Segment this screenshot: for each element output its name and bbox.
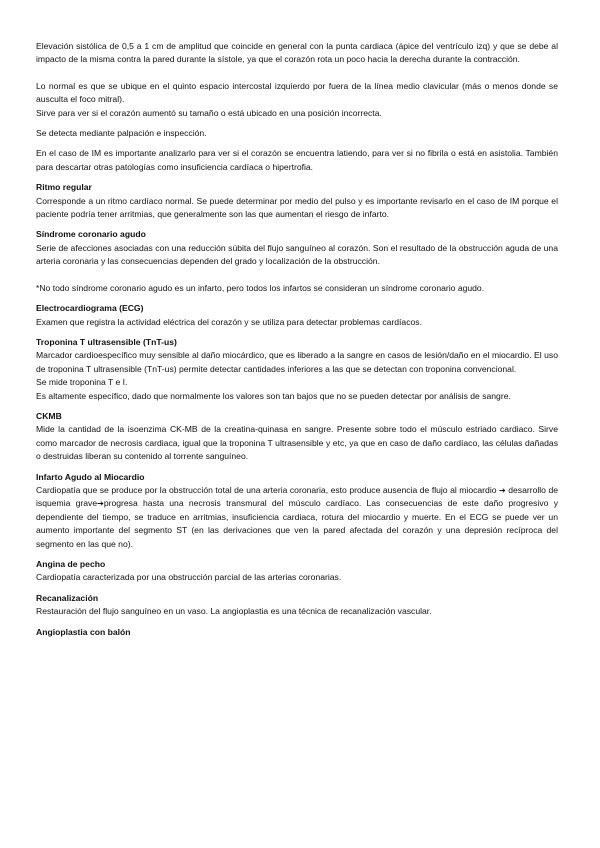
intro-paragraph-utilidad: Sirve para ver si el corazón aumentó su tamaño o está ubicado en una posición incorrecta. xyxy=(36,107,382,118)
intro-paragraph-deteccion: Se detecta mediante palpación e inspección. xyxy=(36,128,207,139)
right-arrow-icon: ➔ xyxy=(499,485,506,495)
note-sindrome-coronario: *No todo síndrome coronario agudo es un infarto, pero todos los infartos se consideran un síndrome coronario agudo. xyxy=(36,282,485,293)
infarto-text-part-c: progresa hasta una necrosis transmural del músculo cardíaco. Las consecuencias de este daño progresivo y dependiente del tiempo, se traduce en arritmias, insuficiencia cardiaca, rotura del miocardio y muerte. En el ECG se puede ver un aumento importante del segmento ST (en las derivaciones que ven la pared afectada del corazón y una depresión recíproca del segmento en las que no). xyxy=(36,498,558,549)
document-page xyxy=(36,40,558,639)
heading-angina-pecho: Angina de pecho xyxy=(36,559,106,569)
body-electrocardiograma: Examen que registra la actividad eléctrica del corazón y se utiliza para detectar problemas cardíacos. xyxy=(36,316,422,327)
heading-angioplastia-balon: Angioplastia con balón xyxy=(36,626,131,637)
body-recanalizacion: Restauración del flujo sanguíneo en un vaso. La angioplastia es una técnica de recanalización vascular. xyxy=(36,606,432,617)
heading-electrocardiograma: Electrocardiograma (ECG) xyxy=(36,303,144,314)
body-troponina: Marcador cardioespecífico muy sensible al daño miocárdico, que es liberado a la sangre en casos de lesión/daño en el miocardio. El uso de troponina T ultrasensible (TnT-us) permite detectar cantidades inferiores a las que se detectan con troponina convencional. xyxy=(36,350,558,374)
heading-troponina: Troponina T ultrasensible (TnT-us) xyxy=(36,336,177,347)
infarto-text-part-b: desarrollo de isquemia grave xyxy=(36,484,559,509)
intro-paragraph-elevacion: Elevación sistólica de 0,5 a 1 cm de amplitud que coincide en general con la punta cardiaca (ápice del ventrículo izq) y que se debe al impacto de la misma contra la pared durante la sístole, ya que el corazón rota un poco hacia la derecha durante la contracción. xyxy=(36,41,558,65)
body-troponina-especificidad: Es altamente específico, dado que normalmente los valores son tan bajos que no se pueden detectar por análisis de sangre. xyxy=(36,390,511,401)
heading-infarto-agudo: Infarto Agudo al Miocardio xyxy=(36,471,145,482)
heading-ritmo-regular: Ritmo regular xyxy=(36,182,92,193)
body-sindrome-coronario: Serie de afecciones asociadas con una reducción súbita del flujo sanguíneo al corazón. Son el resultado de la obstrucción aguda de una arteria coronaria y las consecuencias dependen del grado y localización de la obstrucción. xyxy=(36,242,558,267)
right-arrow-icon: ➔ xyxy=(97,499,104,509)
intro-paragraph-ubicacion: Lo normal es que se ubique en el quinto espacio intercostal izquierdo por fuera de la línea medio clavicular (más o menos donde se ausculta el foco mitral). xyxy=(36,80,558,105)
body-infarto-agudo xyxy=(36,484,558,551)
heading-sindrome-coronario: Síndrome coronario agudo xyxy=(36,229,146,240)
heading-recanalizacion: Recanalización xyxy=(36,592,99,603)
body-ritmo-regular: Corresponde a un ritmo cardíaco normal. Se puede determinar por medio del pulso y es importante revisarlo en el caso de IM porque el paciente podría tener arritmias, que generalmente son las que aumentan el riesgo de infarto. xyxy=(36,195,558,220)
body-ckmb: Mide la cantidad de la isoenzima CK-MB de la creatina-quinasa en sangre. Presente sobre todo el músculo estriado cardiaco. Sirve como marcador de necrosis cardiaca, igual que la troponina T ultrasensible y etc, ya que en caso de daño cardíaco, las células dañadas o destruidas liberan su contenido al torrente sanguíneo. xyxy=(36,424,558,462)
body-troponina-medicion: Se mide troponina T e I. xyxy=(36,377,128,388)
heading-ckmb: CKMB xyxy=(36,410,62,421)
intro-paragraph-im: En el caso de IM es importante analizarlo para ver si el corazón se encuentra latiendo, para ver si no fibrila o está en asistolia. También para descartar otras patologías como insuficiencia cardíaca o hipertrofia. xyxy=(36,148,558,172)
infarto-text-part-a: Cardiopatía que se produce por la obstrucción total de una arteria coronaria, esto produce ausencia de flujo al miocardio xyxy=(36,484,500,495)
body-angina-pecho: Cardiopatía caracterizada por una obstrucción parcial de las arterias coronarias. xyxy=(36,572,342,583)
